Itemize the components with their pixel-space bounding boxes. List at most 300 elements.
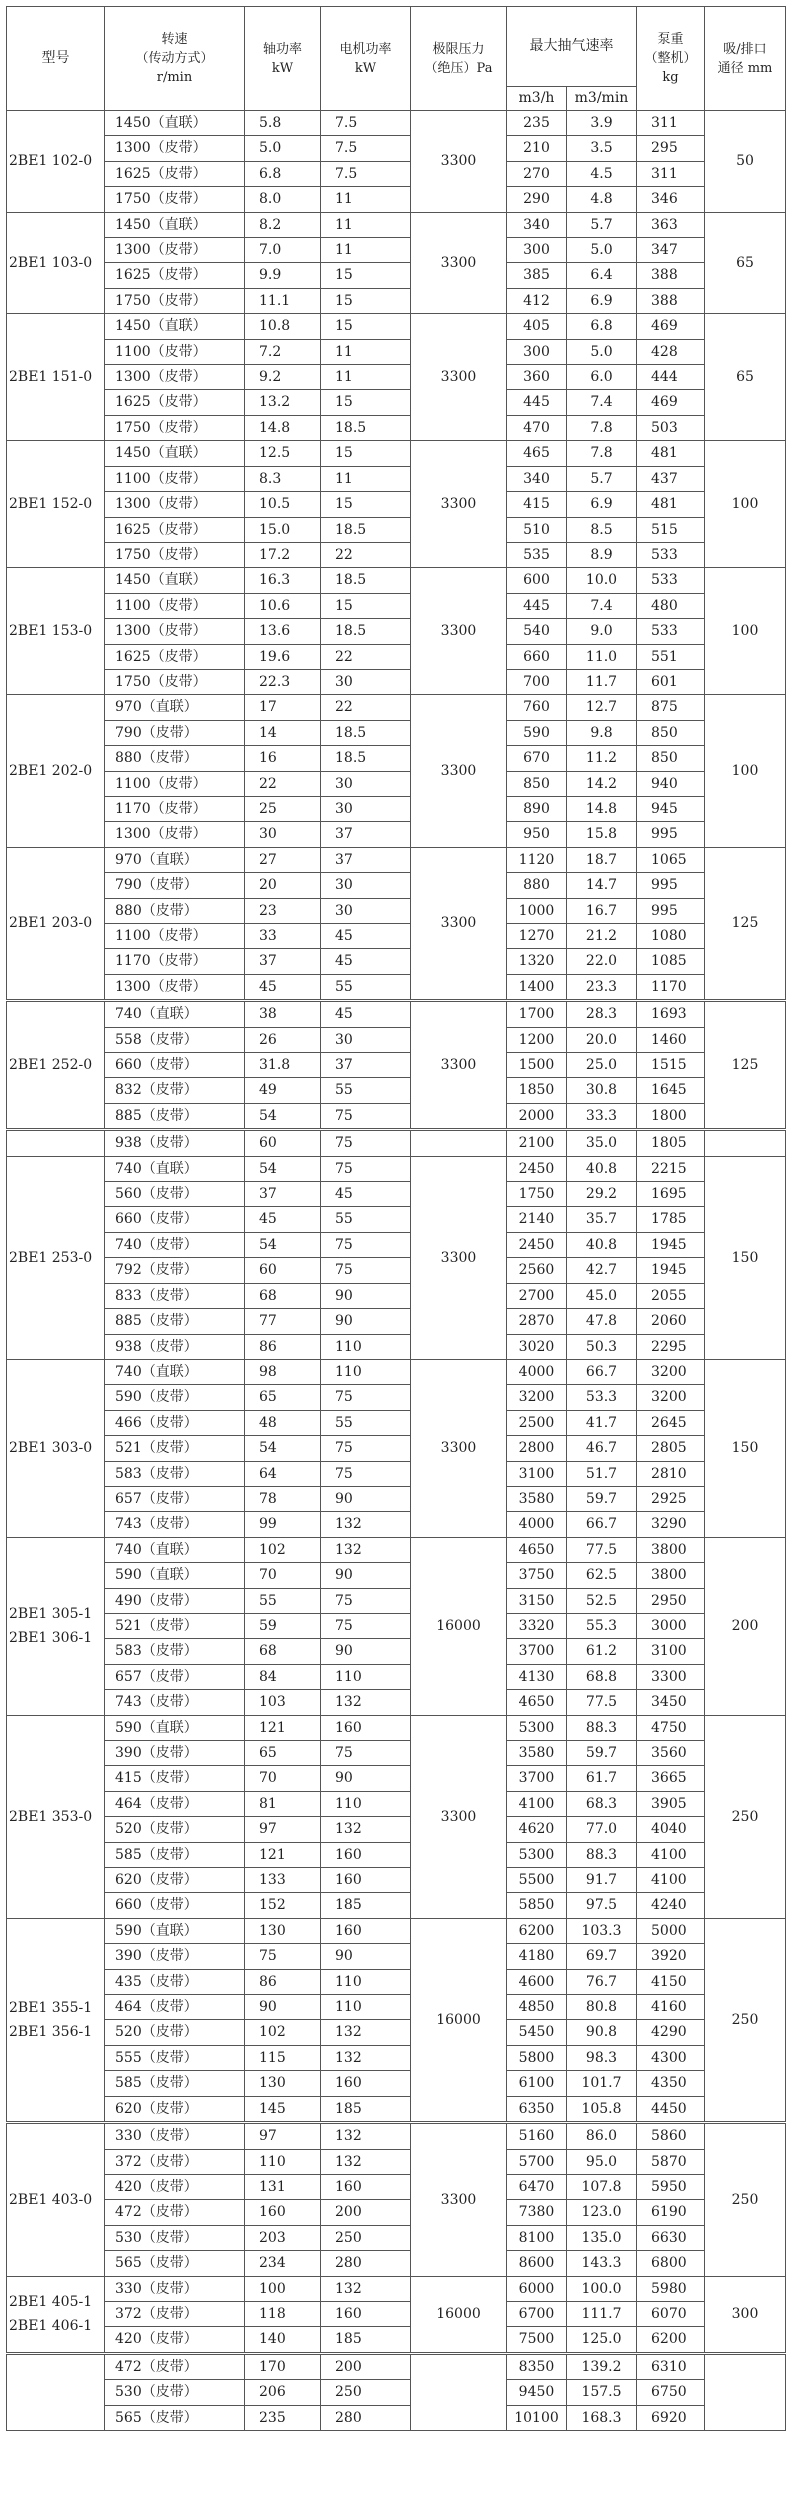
rate-m3min-cell: 5.0 — [567, 238, 637, 263]
rate-m3min-cell: 11.7 — [567, 669, 637, 694]
table-row — [7, 365, 786, 390]
motor-power-cell: 185 — [321, 2096, 411, 2122]
table-row — [7, 796, 786, 821]
col-port-diameter: 吸/排口 通径 mm — [705, 7, 786, 111]
model-name: 2BE1 403-0 — [9, 2191, 93, 2208]
port-diameter-cell: 250 — [705, 1918, 786, 2122]
speed-cell: 620（皮带） — [105, 1868, 245, 1893]
speed-cell: 520（皮带） — [105, 1817, 245, 1842]
motor-power-cell: 75 — [321, 1436, 411, 1461]
pump-weight-cell: 311 — [637, 161, 705, 186]
speed-cell: 1450（直联） — [105, 441, 245, 466]
speed-cell: 372（皮带） — [105, 2301, 245, 2326]
table-row — [7, 1436, 786, 1461]
rate-m3min-cell: 5.0 — [567, 339, 637, 364]
pump-weight-cell: 601 — [637, 669, 705, 694]
pump-weight-cell: 2925 — [637, 1486, 705, 1511]
shaft-power-cell: 48 — [245, 1410, 321, 1435]
rate-m3h-cell: 210 — [507, 136, 567, 161]
port-diameter-cell: 250 — [705, 1715, 786, 1918]
pump-weight-cell: 1170 — [637, 974, 705, 1000]
shaft-power-cell: 54 — [245, 1156, 321, 1181]
rate-m3h-cell: 5850 — [507, 1893, 567, 1918]
shaft-power-cell: 140 — [245, 2327, 321, 2353]
pump-weight-cell: 995 — [637, 822, 705, 847]
rate-m3min-cell: 33.3 — [567, 1103, 637, 1129]
table-row — [7, 415, 786, 440]
shaft-power-cell: 49 — [245, 1078, 321, 1103]
shaft-power-cell: 8.0 — [245, 187, 321, 212]
rate-m3h-cell: 9450 — [507, 2380, 567, 2405]
pump-weight-cell: 4100 — [637, 1842, 705, 1867]
table-row — [7, 1258, 786, 1283]
table-row — [7, 2149, 786, 2174]
speed-cell: 1170（皮带） — [105, 796, 245, 821]
speed-cell: 970（直联） — [105, 695, 245, 720]
rate-m3h-cell: 2700 — [507, 1283, 567, 1308]
speed-cell: 590（直联） — [105, 1918, 245, 1943]
rate-m3min-cell: 42.7 — [567, 1258, 637, 1283]
speed-cell: 938（皮带） — [105, 1334, 245, 1359]
speed-cell: 1625（皮带） — [105, 161, 245, 186]
motor-power-cell: 200 — [321, 2200, 411, 2225]
motor-power-cell: 110 — [321, 1791, 411, 1816]
speed-cell: 660（皮带） — [105, 1207, 245, 1232]
rate-m3min-cell: 59.7 — [567, 1486, 637, 1511]
model-name: 2BE1 203-0 — [9, 915, 93, 932]
shaft-power-cell: 16.3 — [245, 568, 321, 593]
rate-m3min-cell: 30.8 — [567, 1078, 637, 1103]
motor-power-cell: 7.5 — [321, 136, 411, 161]
speed-cell: 1625（皮带） — [105, 263, 245, 288]
col-rate-m3min: m3/min — [567, 87, 637, 111]
rate-m3min-cell: 25.0 — [567, 1053, 637, 1078]
rate-m3min-cell: 103.3 — [567, 1918, 637, 1943]
port-diameter-cell — [705, 1130, 786, 1156]
shaft-power-cell: 37 — [245, 1182, 321, 1207]
pump-weight-cell: 2215 — [637, 1156, 705, 1181]
motor-power-cell: 250 — [321, 2225, 411, 2250]
table-row — [7, 339, 786, 364]
pump-weight-cell: 4150 — [637, 1969, 705, 1994]
speed-cell: 585（皮带） — [105, 2071, 245, 2096]
pump-weight-cell: 1085 — [637, 949, 705, 974]
table-row — [7, 873, 786, 898]
pump-weight-cell: 3450 — [637, 1690, 705, 1715]
rate-m3h-cell: 2450 — [507, 1232, 567, 1257]
speed-cell: 1750（皮带） — [105, 415, 245, 440]
col-shaft-power: 轴功率 kW — [245, 7, 321, 111]
pump-weight-cell: 2805 — [637, 1436, 705, 1461]
rate-m3h-cell: 340 — [507, 212, 567, 237]
rate-m3h-cell: 4600 — [507, 1969, 567, 1994]
table-row — [7, 1207, 786, 1232]
table-row — [7, 1664, 786, 1689]
shaft-power-cell: 115 — [245, 2045, 321, 2070]
limit-pressure-cell: 3300 — [411, 212, 507, 314]
pump-weight-cell: 5980 — [637, 2276, 705, 2301]
rate-m3h-cell: 470 — [507, 415, 567, 440]
pump-weight-cell: 1460 — [637, 1027, 705, 1052]
pump-weight-cell: 480 — [637, 593, 705, 618]
rate-m3min-cell: 14.7 — [567, 873, 637, 898]
motor-power-cell: 18.5 — [321, 415, 411, 440]
motor-power-cell: 75 — [321, 1258, 411, 1283]
rate-m3h-cell: 405 — [507, 314, 567, 339]
limit-pressure-cell: 16000 — [411, 2276, 507, 2353]
rate-m3h-cell: 5300 — [507, 1842, 567, 1867]
speed-cell: 330（皮带） — [105, 2276, 245, 2301]
rate-m3h-cell: 340 — [507, 466, 567, 491]
shaft-power-cell: 121 — [245, 1715, 321, 1740]
pump-weight-cell: 3300 — [637, 1664, 705, 1689]
pump-weight-cell: 2295 — [637, 1334, 705, 1359]
rate-m3min-cell: 15.8 — [567, 822, 637, 847]
model-name: 2BE1 406-1 — [9, 2318, 93, 2335]
col-max-pump-rate: 最大抽气速率 — [507, 7, 637, 87]
motor-power-cell: 15 — [321, 441, 411, 466]
speed-cell: 565（皮带） — [105, 2405, 245, 2430]
model-name: 2BE1 355-1 — [9, 1999, 93, 2016]
speed-cell: 1750（皮带） — [105, 542, 245, 567]
rate-m3h-cell: 10100 — [507, 2405, 567, 2430]
table-body — [7, 111, 786, 2431]
shaft-power-cell: 26 — [245, 1027, 321, 1052]
port-diameter-cell: 100 — [705, 441, 786, 568]
speed-cell: 372（皮带） — [105, 2149, 245, 2174]
model-name: 2BE1 405-1 — [9, 2293, 93, 2310]
table-row — [7, 771, 786, 796]
table-row — [7, 314, 786, 339]
port-diameter-cell: 125 — [705, 847, 786, 1000]
rate-m3h-cell: 4180 — [507, 1944, 567, 1969]
rate-m3min-cell: 86.0 — [567, 2123, 637, 2149]
motor-power-cell: 30 — [321, 771, 411, 796]
speed-cell: 555（皮带） — [105, 2045, 245, 2070]
table-row — [7, 2071, 786, 2096]
speed-cell: 1450（直联） — [105, 111, 245, 136]
motor-power-cell: 30 — [321, 898, 411, 923]
table-row — [7, 1537, 786, 1562]
motor-power-cell: 132 — [321, 2020, 411, 2045]
shaft-power-cell: 59 — [245, 1613, 321, 1638]
model-name: 2BE1 306-1 — [9, 1630, 93, 1647]
motor-power-cell: 30 — [321, 1027, 411, 1052]
speed-cell: 590（皮带） — [105, 1385, 245, 1410]
port-diameter-cell: 150 — [705, 1156, 786, 1359]
limit-pressure-cell: 3300 — [411, 695, 507, 847]
table-row — [7, 1918, 786, 1943]
model-cell — [7, 1156, 105, 1359]
rate-m3min-cell: 5.7 — [567, 466, 637, 491]
shaft-power-cell: 118 — [245, 2301, 321, 2326]
rate-m3h-cell: 465 — [507, 441, 567, 466]
shaft-power-cell: 65 — [245, 1385, 321, 1410]
rate-m3min-cell: 123.0 — [567, 2200, 637, 2225]
table-row — [7, 2327, 786, 2353]
pump-weight-cell: 875 — [637, 695, 705, 720]
motor-power-cell: 160 — [321, 2301, 411, 2326]
pump-weight-cell: 346 — [637, 187, 705, 212]
table-row — [7, 2301, 786, 2326]
pump-weight-cell: 347 — [637, 238, 705, 263]
pump-weight-cell: 5000 — [637, 1918, 705, 1943]
table-row — [7, 644, 786, 669]
motor-power-cell: 45 — [321, 1001, 411, 1027]
shaft-power-cell: 102 — [245, 2020, 321, 2045]
table-row — [7, 187, 786, 212]
shaft-power-cell: 23 — [245, 898, 321, 923]
rate-m3h-cell: 360 — [507, 365, 567, 390]
pump-weight-cell: 3560 — [637, 1741, 705, 1766]
shaft-power-cell: 54 — [245, 1232, 321, 1257]
pump-weight-cell: 1945 — [637, 1232, 705, 1257]
speed-cell: 832（皮带） — [105, 1078, 245, 1103]
limit-pressure-cell: 3300 — [411, 1001, 507, 1130]
motor-power-cell: 90 — [321, 1944, 411, 1969]
pump-weight-cell: 6800 — [637, 2251, 705, 2276]
pump-weight-cell: 6190 — [637, 2200, 705, 2225]
table-row — [7, 492, 786, 517]
speed-cell: 743（皮带） — [105, 1512, 245, 1537]
rate-m3min-cell: 10.0 — [567, 568, 637, 593]
rate-m3min-cell: 45.0 — [567, 1283, 637, 1308]
model-name: 2BE1 152-0 — [9, 496, 93, 513]
rate-m3min-cell: 62.5 — [567, 1563, 637, 1588]
rate-m3min-cell: 8.9 — [567, 542, 637, 567]
port-diameter-cell: 100 — [705, 568, 786, 695]
port-diameter-cell: 65 — [705, 212, 786, 314]
table-row — [7, 2174, 786, 2199]
rate-m3min-cell: 97.5 — [567, 1893, 637, 1918]
table-row — [7, 1817, 786, 1842]
shaft-power-cell: 10.5 — [245, 492, 321, 517]
shaft-power-cell: 68 — [245, 1639, 321, 1664]
rate-m3min-cell: 157.5 — [567, 2380, 637, 2405]
rate-m3h-cell: 1270 — [507, 924, 567, 949]
port-diameter-cell: 200 — [705, 1537, 786, 1715]
shaft-power-cell: 86 — [245, 1969, 321, 1994]
table-row — [7, 1969, 786, 1994]
pump-weight-cell: 4160 — [637, 1995, 705, 2020]
motor-power-cell: 37 — [321, 822, 411, 847]
rate-m3h-cell: 2100 — [507, 1130, 567, 1156]
shaft-power-cell: 160 — [245, 2200, 321, 2225]
rate-m3min-cell: 21.2 — [567, 924, 637, 949]
rate-m3h-cell: 3580 — [507, 1486, 567, 1511]
speed-cell: 1300（皮带） — [105, 365, 245, 390]
rate-m3h-cell: 445 — [507, 593, 567, 618]
speed-cell: 435（皮带） — [105, 1969, 245, 1994]
shaft-power-cell: 22 — [245, 771, 321, 796]
motor-power-cell: 75 — [321, 1385, 411, 1410]
rate-m3h-cell: 3200 — [507, 1385, 567, 1410]
pump-weight-cell: 1080 — [637, 924, 705, 949]
shaft-power-cell: 97 — [245, 2123, 321, 2149]
pump-weight-cell: 2810 — [637, 1461, 705, 1486]
shaft-power-cell: 7.2 — [245, 339, 321, 364]
rate-m3min-cell: 35.7 — [567, 1207, 637, 1232]
speed-cell: 1300（皮带） — [105, 974, 245, 1000]
rate-m3h-cell: 1500 — [507, 1053, 567, 1078]
pump-weight-cell: 4450 — [637, 2096, 705, 2122]
table-row — [7, 1791, 786, 1816]
table-row — [7, 136, 786, 161]
table-row — [7, 1053, 786, 1078]
rate-m3min-cell: 139.2 — [567, 2353, 637, 2379]
speed-cell: 1625（皮带） — [105, 390, 245, 415]
motor-power-cell: 15 — [321, 390, 411, 415]
rate-m3h-cell: 3580 — [507, 1741, 567, 1766]
table-row — [7, 1486, 786, 1511]
shaft-power-cell: 70 — [245, 1563, 321, 1588]
shaft-power-cell: 99 — [245, 1512, 321, 1537]
speed-cell: 790（皮带） — [105, 873, 245, 898]
speed-cell: 590（直联） — [105, 1715, 245, 1740]
model-cell — [7, 441, 105, 568]
motor-power-cell: 90 — [321, 1766, 411, 1791]
pump-weight-cell: 4290 — [637, 2020, 705, 2045]
pump-weight-cell: 6630 — [637, 2225, 705, 2250]
speed-cell: 530（皮带） — [105, 2380, 245, 2405]
table-row — [7, 822, 786, 847]
speed-cell: 1100（皮带） — [105, 771, 245, 796]
shaft-power-cell: 64 — [245, 1461, 321, 1486]
shaft-power-cell: 170 — [245, 2353, 321, 2379]
port-diameter-cell: 150 — [705, 1359, 786, 1537]
shaft-power-cell: 145 — [245, 2096, 321, 2122]
speed-cell: 585（皮带） — [105, 1842, 245, 1867]
pump-weight-cell: 533 — [637, 619, 705, 644]
pump-spec-table — [6, 6, 786, 2431]
table-row — [7, 517, 786, 542]
model-cell — [7, 314, 105, 441]
pump-weight-cell: 363 — [637, 212, 705, 237]
speed-cell: 521（皮带） — [105, 1613, 245, 1638]
rate-m3h-cell: 300 — [507, 339, 567, 364]
motor-power-cell: 55 — [321, 1078, 411, 1103]
motor-power-cell: 55 — [321, 1410, 411, 1435]
port-diameter-cell: 50 — [705, 111, 786, 213]
rate-m3h-cell: 1000 — [507, 898, 567, 923]
shaft-power-cell: 77 — [245, 1309, 321, 1334]
rate-m3h-cell: 5160 — [507, 2123, 567, 2149]
shaft-power-cell: 98 — [245, 1359, 321, 1384]
table-row — [7, 238, 786, 263]
rate-m3h-cell: 950 — [507, 822, 567, 847]
pump-weight-cell: 1945 — [637, 1258, 705, 1283]
motor-power-cell: 18.5 — [321, 746, 411, 771]
rate-m3h-cell: 6200 — [507, 1918, 567, 1943]
motor-power-cell: 132 — [321, 1512, 411, 1537]
speed-cell: 1625（皮带） — [105, 517, 245, 542]
motor-power-cell: 7.5 — [321, 161, 411, 186]
port-diameter-cell: 125 — [705, 1001, 786, 1130]
shaft-power-cell: 15.0 — [245, 517, 321, 542]
rate-m3min-cell: 28.3 — [567, 1001, 637, 1027]
shaft-power-cell: 11.1 — [245, 288, 321, 313]
speed-cell: 620（皮带） — [105, 2096, 245, 2122]
rate-m3h-cell: 1850 — [507, 1078, 567, 1103]
model-name: 2BE1 103-0 — [9, 254, 93, 271]
rate-m3h-cell: 3700 — [507, 1766, 567, 1791]
rate-m3min-cell: 23.3 — [567, 974, 637, 1000]
rate-m3min-cell: 143.3 — [567, 2251, 637, 2276]
pump-weight-cell: 3800 — [637, 1563, 705, 1588]
rate-m3min-cell: 14.2 — [567, 771, 637, 796]
pump-weight-cell: 5950 — [637, 2174, 705, 2199]
shaft-power-cell: 86 — [245, 1334, 321, 1359]
rate-m3min-cell: 105.8 — [567, 2096, 637, 2122]
motor-power-cell: 132 — [321, 2149, 411, 2174]
limit-pressure-cell: 3300 — [411, 1715, 507, 1918]
rate-m3min-cell: 7.4 — [567, 593, 637, 618]
rate-m3min-cell: 76.7 — [567, 1969, 637, 1994]
model-cell — [7, 1537, 105, 1715]
table-row — [7, 1461, 786, 1486]
motor-power-cell: 132 — [321, 1817, 411, 1842]
rate-m3h-cell: 3020 — [507, 1334, 567, 1359]
speed-cell: 938（皮带） — [105, 1130, 245, 1156]
pump-weight-cell: 4240 — [637, 1893, 705, 1918]
model-name: 2BE1 353-0 — [9, 1808, 93, 1825]
shaft-power-cell: 103 — [245, 1690, 321, 1715]
table-row — [7, 1690, 786, 1715]
speed-cell: 1450（直联） — [105, 568, 245, 593]
motor-power-cell: 75 — [321, 1588, 411, 1613]
speed-cell: 1300（皮带） — [105, 238, 245, 263]
rate-m3min-cell: 66.7 — [567, 1359, 637, 1384]
rate-m3min-cell: 55.3 — [567, 1613, 637, 1638]
rate-m3h-cell: 5300 — [507, 1715, 567, 1740]
motor-power-cell: 55 — [321, 1207, 411, 1232]
model-cell — [7, 1715, 105, 1918]
table-row — [7, 2405, 786, 2430]
pump-weight-cell: 995 — [637, 873, 705, 898]
pump-weight-cell: 6200 — [637, 2327, 705, 2353]
rate-m3min-cell: 11.2 — [567, 746, 637, 771]
motor-power-cell: 132 — [321, 2276, 411, 2301]
rate-m3h-cell: 8100 — [507, 2225, 567, 2250]
pump-weight-cell: 295 — [637, 136, 705, 161]
pump-weight-cell: 515 — [637, 517, 705, 542]
speed-cell: 970（直联） — [105, 847, 245, 872]
rate-m3h-cell: 1200 — [507, 1027, 567, 1052]
rate-m3min-cell: 125.0 — [567, 2327, 637, 2353]
rate-m3min-cell: 77.5 — [567, 1537, 637, 1562]
rate-m3min-cell: 11.0 — [567, 644, 637, 669]
speed-cell: 390（皮带） — [105, 1741, 245, 1766]
rate-m3h-cell: 4650 — [507, 1537, 567, 1562]
table-row — [7, 1232, 786, 1257]
table-row — [7, 441, 786, 466]
speed-cell: 415（皮带） — [105, 1766, 245, 1791]
speed-cell: 1100（皮带） — [105, 593, 245, 618]
motor-power-cell: 18.5 — [321, 619, 411, 644]
table-row — [7, 568, 786, 593]
rate-m3h-cell: 6100 — [507, 2071, 567, 2096]
pump-weight-cell: 945 — [637, 796, 705, 821]
shaft-power-cell: 22.3 — [245, 669, 321, 694]
pump-weight-cell: 2060 — [637, 1309, 705, 1334]
rate-m3h-cell: 7380 — [507, 2200, 567, 2225]
port-diameter-cell: 250 — [705, 2123, 786, 2276]
rate-m3min-cell: 69.7 — [567, 1944, 637, 1969]
rate-m3h-cell: 540 — [507, 619, 567, 644]
motor-power-cell: 18.5 — [321, 568, 411, 593]
pump-weight-cell: 533 — [637, 568, 705, 593]
speed-cell: 1300（皮带） — [105, 822, 245, 847]
